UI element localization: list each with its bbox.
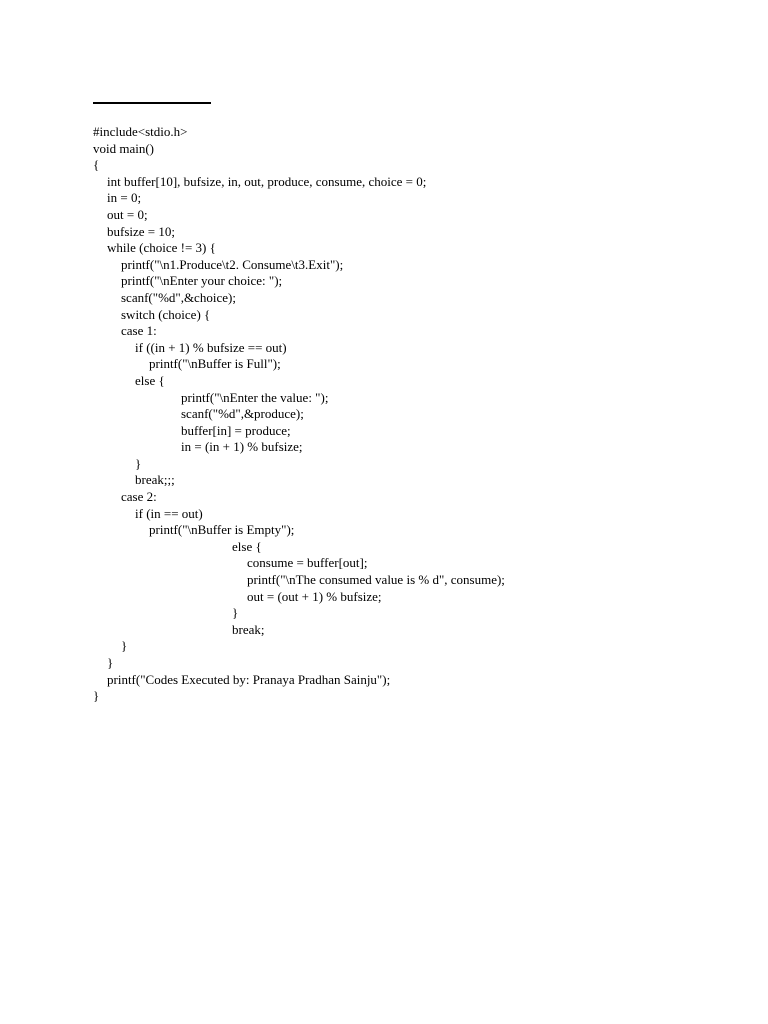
code-line: buffer[in] = produce;: [181, 422, 291, 438]
code-line: void main(): [93, 140, 155, 156]
code-line: consume = buffer[out];: [247, 555, 368, 571]
code-line: out = 0;: [107, 206, 148, 222]
code-line: }: [93, 688, 100, 704]
code-line: out = (out + 1) % bufsize;: [247, 588, 382, 604]
code-line: }: [135, 455, 142, 471]
code-line: #include<stdio.h>: [93, 124, 188, 139]
code-line: else {: [232, 538, 262, 554]
code-line: switch (choice) {: [121, 306, 211, 322]
code-line: in = 0;: [107, 190, 142, 206]
code-line: {: [93, 157, 100, 173]
code-line: case 1:: [121, 323, 157, 339]
code-line: scanf("%d",&choice);: [121, 289, 236, 305]
code-line: else {: [135, 372, 165, 388]
code-line: }: [107, 655, 114, 670]
code-line: printf("\n1.Produce\t2. Consume\t3.Exit");: [121, 256, 344, 272]
code-line: bufsize = 10;: [107, 223, 175, 239]
code-line: }: [121, 638, 128, 654]
code-block: [93, 124, 733, 705]
code-line: printf("\nBuffer is Full");: [149, 356, 281, 372]
code-line: in = (in + 1) % bufsize;: [181, 439, 303, 455]
top-rule: [93, 102, 211, 104]
code-line: printf("\nBuffer is Empty");: [149, 522, 295, 538]
code-line: }: [232, 605, 239, 621]
code-line: case 2:: [121, 489, 157, 505]
code-line: int buffer[10], bufsize, in, out, produce, consume, choice = 0;: [107, 173, 427, 189]
code-line: if (in == out): [135, 505, 203, 521]
code-line: while (choice != 3) {: [107, 240, 216, 256]
code-line: printf("\nEnter your choice: ");: [121, 273, 283, 289]
code-line: printf("\nThe consumed value is % d", consume);: [247, 572, 505, 588]
code-line: break;;;: [135, 472, 175, 488]
code-line: break;: [232, 621, 265, 637]
code-line: if ((in + 1) % bufsize == out): [135, 339, 287, 355]
code-line: scanf("%d",&produce);: [181, 406, 304, 422]
code-line: printf("Codes Executed by: Pranaya Pradhan Sainju");: [107, 671, 391, 687]
code-line: printf("\nEnter the value: ");: [181, 389, 329, 405]
